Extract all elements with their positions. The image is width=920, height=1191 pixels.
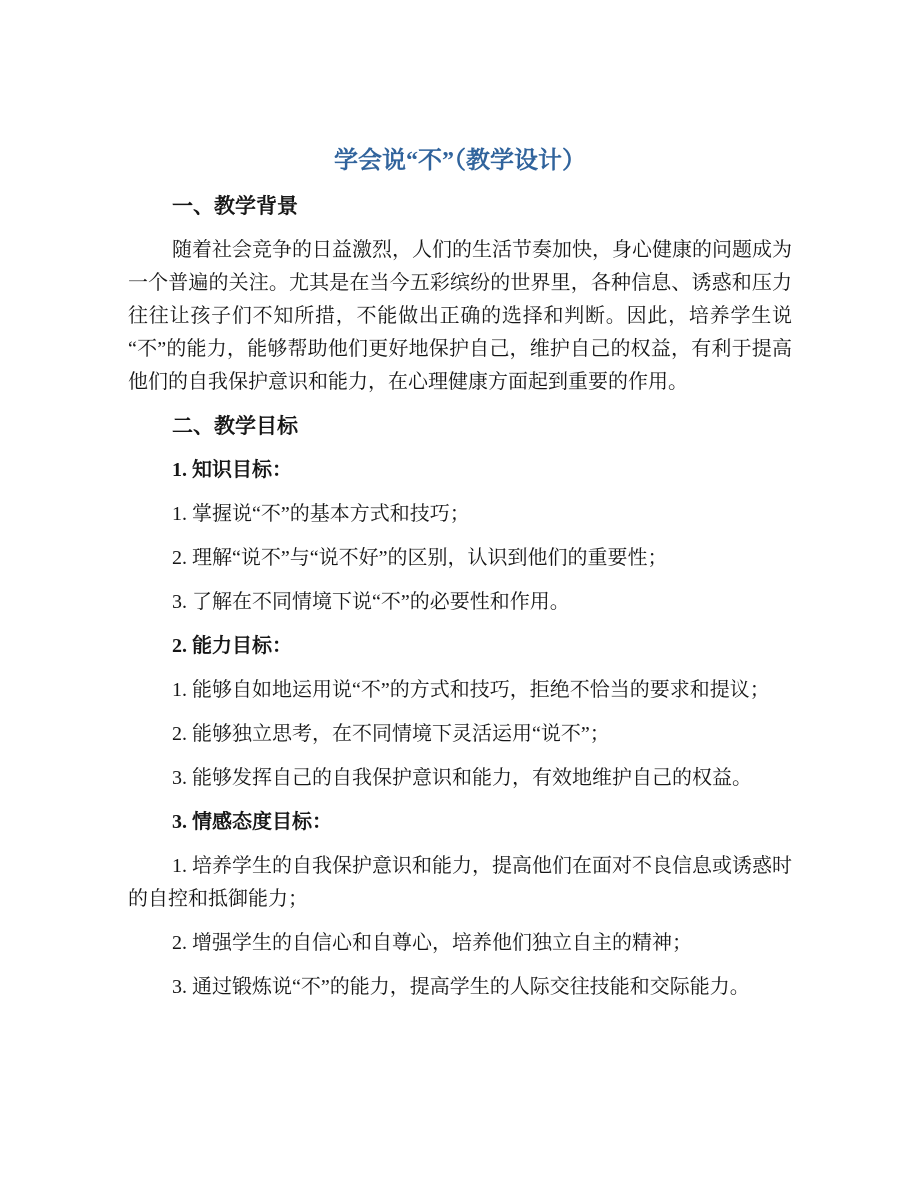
paragraph-teaching-background: 随着社会竞争的日益激烈，人们的生活节奏加快，身心健康的问题成为一个普遍的关注。尤其是在当今五彩缤纷的世界里，各种信息、诱惑和压力往往让孩子们不知所措，不能做出正确的选择和判断。因此，培养学生说“不”的能力，能够帮助他们更好地保护自己，维护自己的权益，有利于提高他们的自我保护意识和能力，在心理健康方面起到重要的作用。 [128,239,792,393]
list-item-ability-goal-1: 1. 能够自如地运用说“不”的方式和技巧，拒绝不恰当的要求和提议； [172,679,770,701]
list-item-affective-goal-2: 2. 增强学生的自信心和自尊心，培养他们独立自主的精神； [172,932,692,954]
list-item-affective-goal-1: 1. 培养学生的自我保护意识和能力，提高他们在面对不良信息或诱惑时的自控和抵御能力； [128,855,792,910]
list-item-affective-goal-3: 3. 通过锻炼说“不”的能力，提高学生的人际交往技能和交际能力。 [172,976,750,998]
section-heading-teaching-background: 一、教学背景 [172,194,298,218]
subheading-affective-attitude-goals: 3. 情感态度目标： [172,811,332,833]
document-title: 学会说“不”（教学设计） [334,148,586,174]
subheading-ability-goals: 2. 能力目标： [172,635,292,657]
list-item-knowledge-goal-1: 1. 掌握说“不”的基本方式和技巧； [172,503,470,525]
list-item-ability-goal-3: 3. 能够发挥自己的自我保护意识和能力，有效地维护自己的权益。 [172,767,752,789]
list-item-ability-goal-2: 2. 能够独立思考，在不同情境下灵活运用“说不”； [172,723,610,745]
list-item-knowledge-goal-3: 3. 了解在不同情境下说“不”的必要性和作用。 [172,591,570,613]
list-item-knowledge-goal-2: 2. 理解“说不”与“说不好”的区别，认识到他们的重要性； [172,547,668,569]
section-heading-teaching-goals: 二、教学目标 [172,414,298,438]
subheading-knowledge-goals: 1. 知识目标： [172,459,292,481]
